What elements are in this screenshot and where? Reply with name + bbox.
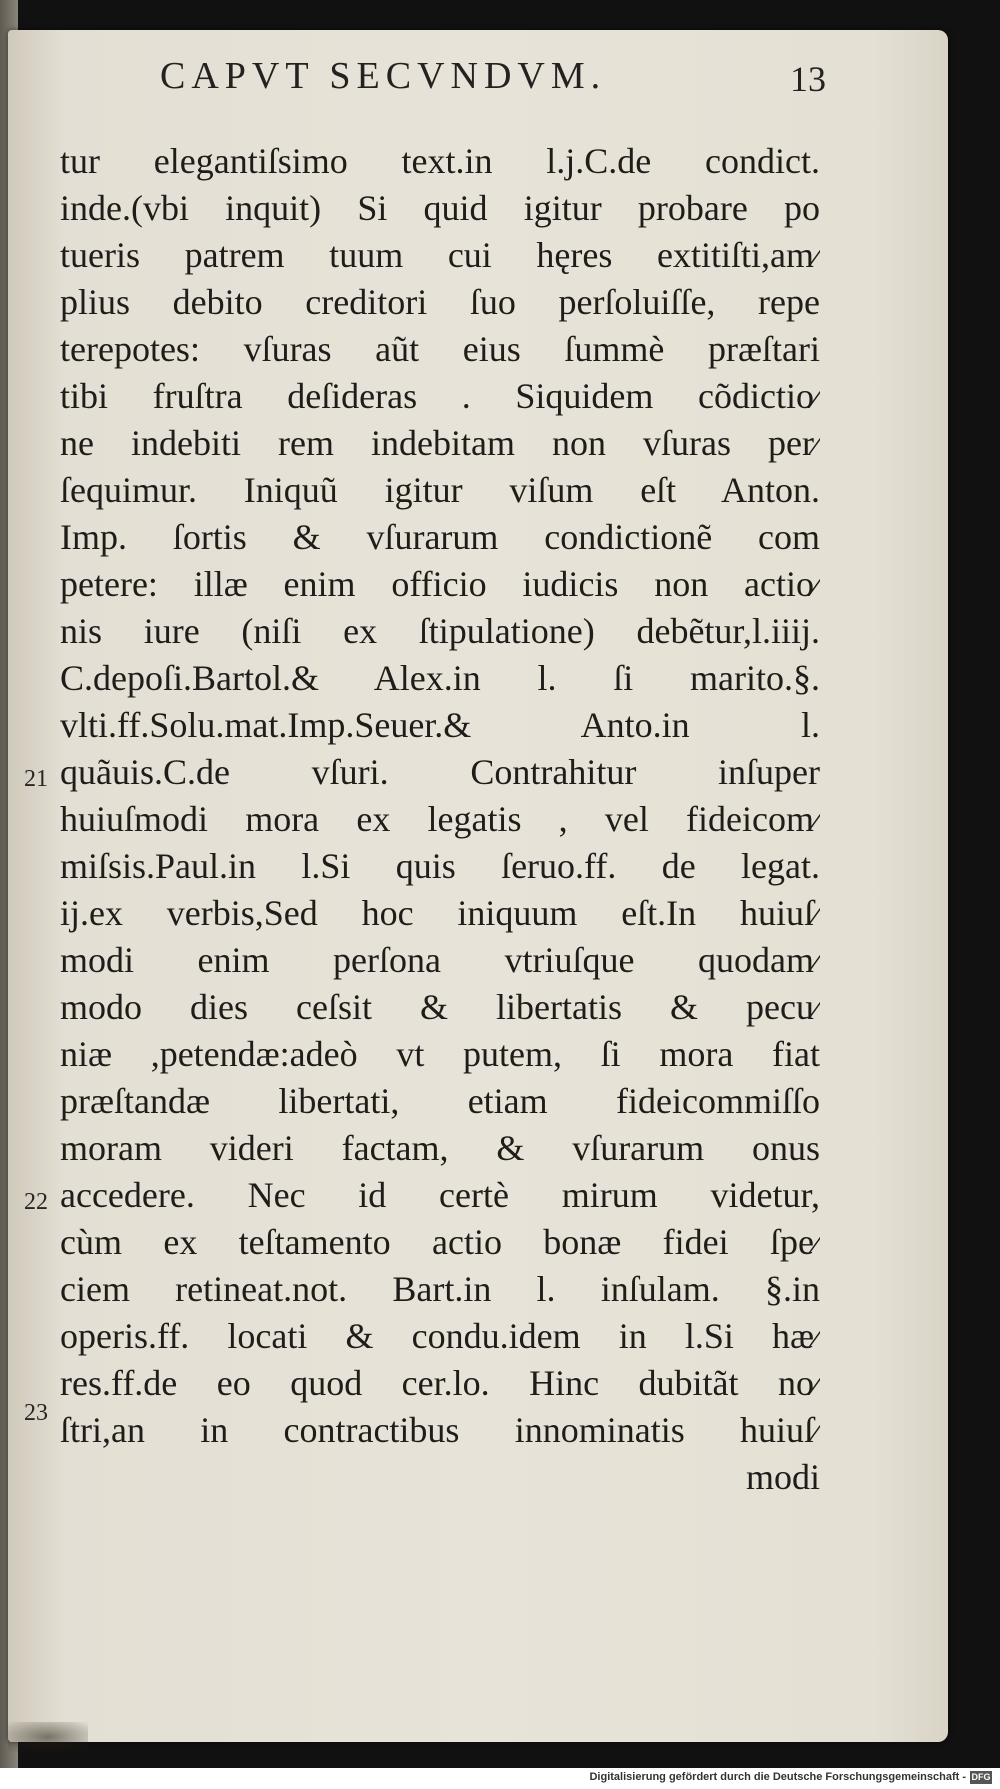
text-line: niæ ,petendæ:adeò vt putem, ſi mora fiat [60,1034,820,1074]
text-line: accedere. Nec id certè mirum videtur, [60,1175,820,1215]
running-head: CAPVT SECVNDVM. [160,55,607,97]
text-line: terepotes: vſuras aũt eius ſummè præſtari [60,329,820,369]
ink-smudge [8,1722,88,1752]
text-line: miſsis.Paul.in l.Si quis ſeruo.ff. de legat. [60,846,820,886]
footer-credit: Digitalisierung gefördert durch die Deutsche Forschungsgemeinschaft - [589,1771,966,1783]
text-line: ne indebiti rem indebitam non vſuras per⁄ [60,423,820,463]
text-line: plius debito creditori ſuo perſoluiſſe, repe [60,282,820,322]
text-line: præſtandæ libertati, etiam fideicommiſſo [60,1081,820,1121]
text-line: moram videri factam, & vſurarum onus [60,1128,820,1168]
text-line: ij.ex verbis,Sed hoc iniquum eſt.In huiuſ⁄ [60,893,820,933]
margin-number: 23 [24,1400,48,1426]
text-line: ſequimur. Iniquũ igitur viſum eſt Anton. [60,470,820,510]
page-number: 13 [790,59,826,99]
margin-number: 22 [24,1189,48,1215]
dfg-logo: DFG [971,1772,991,1782]
text-line: res.ff.de eo quod cer.lo. Hinc dubitãt no⁄ [60,1363,820,1403]
text-line: tueris patrem tuum cui hęres extitiſti,am⁄ [60,235,820,275]
text-line: cùm ex teſtamento actio bonæ fidei ſpe⁄ [60,1222,820,1262]
text-line: modi enim perſona vtriuſque quodam⁄ [60,940,820,980]
text-line: C.depoſi.Bartol.& Alex.in l. ſi marito.§. [60,658,820,698]
text-line: petere: illæ enim officio iudicis non actio⁄ [60,564,820,604]
text-line: huiuſmodi mora ex legatis , vel fideicom⁄ [60,799,820,839]
text-block [60,138,820,1501]
text-line: nis iure (niſi ex ſtipulatione) debẽtur,l.iiij. [60,611,820,651]
text-line: ſtri,an in contractibus innominatis huiuſ⁄ [60,1410,820,1450]
margin-number: 21 [24,766,48,792]
text-line: modo dies ceſsit & libertatis & pecu⁄ [60,987,820,1027]
catchword: modi [745,1457,820,1497]
text-line: vlti.ff.Solu.mat.Imp.Seuer.& Anto.in l. [60,705,820,745]
text-line: Imp. ſortis & vſurarum condictionẽ com [60,517,820,557]
text-line: tibi fruſtra deſideras . Siquidem cõdictio⁄ [60,376,820,416]
text-line: ciem retineat.not. Bart.in l. inſulam. §.in [60,1269,820,1309]
text-line: tur elegantiſsimo text.in l.j.C.de condict. [60,141,820,181]
text-line: inde.(vbi inquit) Si quid igitur probare po [60,188,820,228]
text-line: operis.ff. locati & condu.idem in l.Si hæ⁄ [60,1316,820,1356]
text-line: quãuis.C.de vſuri. Contrahitur inſuper [60,752,820,792]
